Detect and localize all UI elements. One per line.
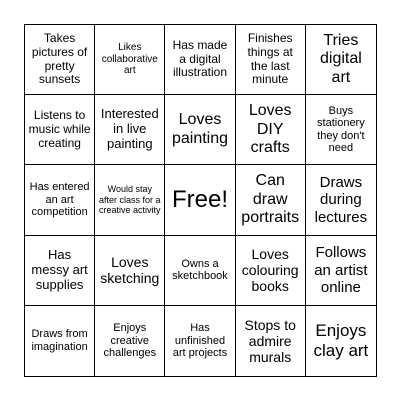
bingo-cell: Loves colouring books [236,236,306,306]
bingo-cell: Likes collaborative art [95,25,165,95]
bingo-cell: Stops to admire murals [236,306,306,376]
bingo-cell: Owns a sketchbook [165,236,235,306]
bingo-cell: Enjoys creative challenges [95,306,165,376]
bingo-cell: Listens to music while creating [25,95,95,165]
bingo-cell: Interested in live painting [95,95,165,165]
bingo-cell: Can draw portraits [236,165,306,235]
bingo-cell: Finishes things at the last minute [236,25,306,95]
bingo-cell: Loves painting [165,95,235,165]
bingo-cell: Takes pictures of pretty sunsets [25,25,95,95]
bingo-cell: Tries digital art [306,25,376,95]
free-space: Free! [165,165,235,235]
bingo-cell: Buys stationery they don't need [306,95,376,165]
bingo-cell: Draws during lectures [306,165,376,235]
bingo-board [24,24,377,377]
bingo-cell: Has messy art supplies [25,236,95,306]
bingo-cell: Draws from imagination [25,306,95,376]
bingo-cell: Would stay after class for a creative activity [95,165,165,235]
bingo-cell: Enjoys clay art [313,321,369,360]
bingo-cell: Loves sketching [95,236,165,306]
bingo-cell: Follows an artist online [306,236,376,306]
bingo-cell: Loves DIY crafts [236,95,306,165]
bingo-cell: Has unfinished art projects [165,306,235,376]
bingo-cell: Has entered an art competition [25,165,95,235]
bingo-cell: Has made a digital illustration [165,25,235,95]
